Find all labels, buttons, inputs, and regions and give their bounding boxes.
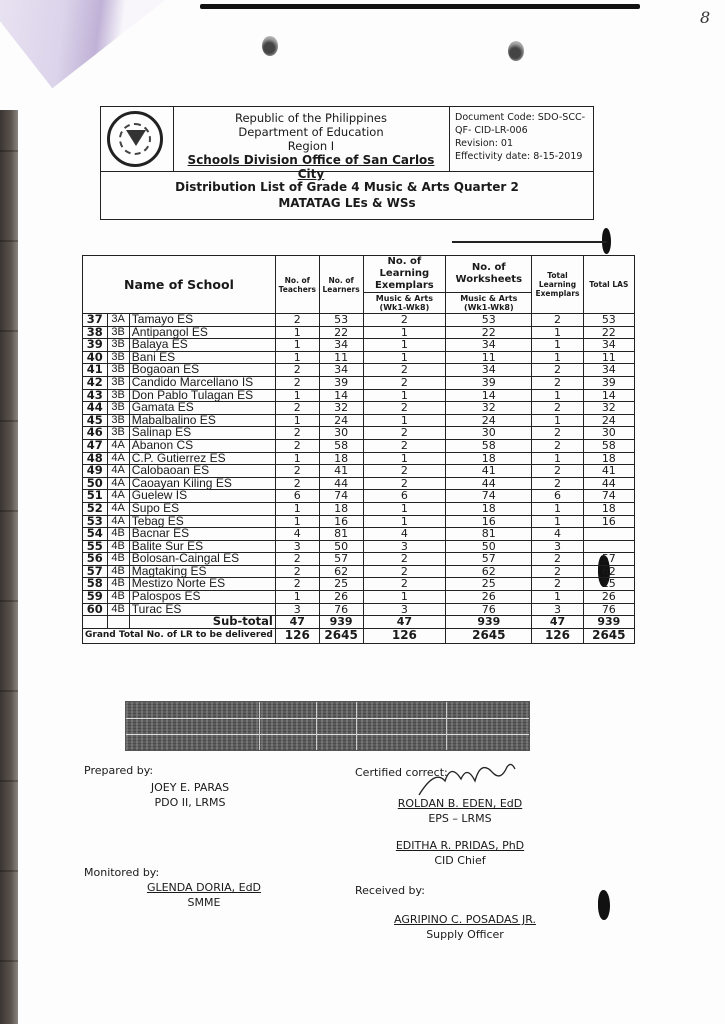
cell-exemplars: 2 bbox=[363, 376, 446, 389]
cell-teachers: 1 bbox=[275, 591, 319, 604]
row-number: 51 bbox=[83, 490, 108, 503]
cell-total-las: 53 bbox=[583, 314, 634, 327]
row-number: 55 bbox=[83, 540, 108, 553]
title-line-1: Distribution List of Grade 4 Music & Arts Quarter 2 bbox=[175, 180, 519, 194]
district-code: 3B bbox=[107, 427, 129, 440]
cell-exemplars: 1 bbox=[363, 351, 446, 364]
cell-total-exemplars: 2 bbox=[532, 314, 583, 327]
cell-learners: 76 bbox=[319, 603, 363, 616]
certified-name: ROLDAN B. EDEN, EdD bbox=[397, 797, 523, 810]
prepared-by-name: JOEY E. PARAS bbox=[150, 781, 230, 794]
row-number: 40 bbox=[83, 351, 108, 364]
row-number: 38 bbox=[83, 326, 108, 339]
cell-total-las: 62 bbox=[583, 565, 634, 578]
cell-learners: 57 bbox=[319, 553, 363, 566]
cell-learners: 34 bbox=[319, 339, 363, 352]
cell-total-exemplars: 1 bbox=[532, 326, 583, 339]
cell-total-las: 44 bbox=[583, 477, 634, 490]
page-top-edge bbox=[200, 4, 640, 9]
punch-hole-icon bbox=[262, 36, 278, 56]
cell-total-las: 24 bbox=[583, 414, 634, 427]
cell-teachers: 1 bbox=[275, 389, 319, 402]
cell-exemplars: 2 bbox=[363, 364, 446, 377]
school-name: Bacnar ES bbox=[129, 528, 275, 541]
district-code: 3B bbox=[107, 414, 129, 427]
cell-exemplars: 3 bbox=[363, 540, 446, 553]
school-name: Tamayo ES bbox=[129, 314, 275, 327]
grand-total-total-las: 2645 bbox=[583, 628, 634, 643]
subtotal-exemplars: 47 bbox=[363, 616, 446, 629]
school-name: Calobaoan ES bbox=[129, 465, 275, 478]
republic-label: Republic of the Philippines bbox=[234, 111, 388, 125]
row-number: 58 bbox=[83, 578, 108, 591]
district-code: 4B bbox=[107, 591, 129, 604]
cell-total-exemplars: 1 bbox=[532, 452, 583, 465]
school-name: Balaya ES bbox=[129, 339, 275, 352]
document-code: Document Code: SDO-SCC- bbox=[455, 112, 586, 123]
school-name: Salinap ES bbox=[129, 427, 275, 440]
department-label: Department of Education bbox=[238, 125, 384, 139]
header-total-exemplars: Total Learning Exemplars bbox=[532, 256, 583, 314]
cell-worksheets: 41 bbox=[446, 465, 532, 478]
district-code: 4A bbox=[107, 477, 129, 490]
cell-worksheets: 11 bbox=[446, 351, 532, 364]
school-name: Caoayan Kiling ES bbox=[129, 477, 275, 490]
cell-learners: 16 bbox=[319, 515, 363, 528]
cid-chief-title: CID Chief bbox=[434, 854, 486, 867]
cell-total-exemplars: 6 bbox=[532, 490, 583, 503]
cell-total-las: 18 bbox=[583, 502, 634, 515]
school-name: Candido Marcellano IS bbox=[129, 376, 275, 389]
cell-worksheets: 50 bbox=[446, 540, 532, 553]
cell-exemplars: 6 bbox=[363, 490, 446, 503]
row-number: 53 bbox=[83, 515, 108, 528]
grand-total-label: Grand Total No. of LR to be delivered bbox=[83, 628, 276, 643]
cell-learners: 58 bbox=[319, 439, 363, 452]
school-name: Bani ES bbox=[129, 351, 275, 364]
cell-total-las bbox=[583, 540, 634, 553]
cell-total-exemplars: 4 bbox=[532, 528, 583, 541]
header-exemplars-sub: Music & Arts (Wk1-Wk8) bbox=[363, 293, 446, 314]
cell-teachers: 1 bbox=[275, 414, 319, 427]
table-row bbox=[83, 603, 635, 616]
cell-learners: 50 bbox=[319, 540, 363, 553]
cell-learners: 62 bbox=[319, 565, 363, 578]
cell-total-las: 41 bbox=[583, 465, 634, 478]
school-name: Bolosan-Caingal ES bbox=[129, 553, 275, 566]
district-code: 3A bbox=[107, 314, 129, 327]
header-worksheets-sub: Music & Arts (Wk1-Wk8) bbox=[446, 293, 532, 314]
row-number: 54 bbox=[83, 528, 108, 541]
district-code: 4B bbox=[107, 603, 129, 616]
district-code: 3B bbox=[107, 326, 129, 339]
grand-total-total-exemplars: 126 bbox=[532, 628, 583, 643]
school-name: Tebag ES bbox=[129, 515, 275, 528]
subtotal-row bbox=[83, 616, 635, 629]
cell-learners: 44 bbox=[319, 477, 363, 490]
subtotal-total-exemplars: 47 bbox=[532, 616, 583, 629]
cell-total-las: 58 bbox=[583, 439, 634, 452]
cell-worksheets: 26 bbox=[446, 591, 532, 604]
cell-teachers: 2 bbox=[275, 578, 319, 591]
school-name: Turac ES bbox=[129, 603, 275, 616]
cell-teachers: 2 bbox=[275, 314, 319, 327]
cell-worksheets: 14 bbox=[446, 389, 532, 402]
grand-total-exemplars: 126 bbox=[363, 628, 446, 643]
cell-total-exemplars: 2 bbox=[532, 465, 583, 478]
revision: Revision: 01 bbox=[455, 138, 514, 149]
cell-worksheets: 76 bbox=[446, 603, 532, 616]
cell-worksheets: 44 bbox=[446, 477, 532, 490]
cell-total-las: 76 bbox=[583, 603, 634, 616]
distribution-table bbox=[82, 255, 635, 644]
cell-total-las: 32 bbox=[583, 402, 634, 415]
signature-icon bbox=[415, 759, 525, 799]
cell-worksheets: 34 bbox=[446, 339, 532, 352]
school-name: Gamata ES bbox=[129, 402, 275, 415]
cell-exemplars: 3 bbox=[363, 603, 446, 616]
school-name: Palospos ES bbox=[129, 591, 275, 604]
cell-worksheets: 22 bbox=[446, 326, 532, 339]
cell-teachers: 2 bbox=[275, 465, 319, 478]
cell-teachers: 2 bbox=[275, 427, 319, 440]
cell-exemplars: 2 bbox=[363, 427, 446, 440]
subtotal-learners: 939 bbox=[319, 616, 363, 629]
row-number: 46 bbox=[83, 427, 108, 440]
cell-total-las: 25 bbox=[583, 578, 634, 591]
row-number: 52 bbox=[83, 502, 108, 515]
district-code: 4B bbox=[107, 540, 129, 553]
cell-worksheets: 81 bbox=[446, 528, 532, 541]
redacted-summary-block bbox=[125, 701, 530, 751]
monitored-by-label: Monitored by: bbox=[84, 866, 160, 879]
header-worksheets: No. of Worksheets bbox=[446, 256, 532, 293]
cell-teachers: 1 bbox=[275, 452, 319, 465]
cell-worksheets: 53 bbox=[446, 314, 532, 327]
cell-learners: 81 bbox=[319, 528, 363, 541]
cell-exemplars: 1 bbox=[363, 591, 446, 604]
district-code: 3B bbox=[107, 389, 129, 402]
header-total-las: Total LAS bbox=[583, 256, 634, 314]
row-number: 49 bbox=[83, 465, 108, 478]
row-number: 41 bbox=[83, 364, 108, 377]
certified-correct-label: Certified correct: bbox=[355, 766, 448, 779]
row-number: 60 bbox=[83, 603, 108, 616]
subtotal-worksheets: 939 bbox=[446, 616, 532, 629]
cell-exemplars: 2 bbox=[363, 578, 446, 591]
row-number: 47 bbox=[83, 439, 108, 452]
cell-total-las: 30 bbox=[583, 427, 634, 440]
cell-worksheets: 18 bbox=[446, 452, 532, 465]
grand-total-learners: 2645 bbox=[319, 628, 363, 643]
punch-hole-icon bbox=[508, 41, 524, 61]
received-by-block bbox=[355, 883, 545, 942]
cell-total-exemplars: 2 bbox=[532, 376, 583, 389]
scan-edge-shadow bbox=[0, 110, 18, 1024]
cell-exemplars: 2 bbox=[363, 477, 446, 490]
cell-learners: 39 bbox=[319, 376, 363, 389]
grand-total-row bbox=[83, 628, 635, 643]
cell-learners: 74 bbox=[319, 490, 363, 503]
cell-worksheets: 74 bbox=[446, 490, 532, 503]
agency-block bbox=[173, 107, 449, 181]
row-number: 39 bbox=[83, 339, 108, 352]
sdo-seal-icon bbox=[107, 111, 163, 167]
cell-exemplars: 1 bbox=[363, 414, 446, 427]
row-number: 37 bbox=[83, 314, 108, 327]
cell-learners: 18 bbox=[319, 502, 363, 515]
signature-line bbox=[452, 241, 607, 243]
cell-worksheets: 34 bbox=[446, 364, 532, 377]
folded-corner bbox=[0, 0, 202, 88]
cell-total-las: 18 bbox=[583, 452, 634, 465]
cell-learners: 14 bbox=[319, 389, 363, 402]
cell-worksheets: 18 bbox=[446, 502, 532, 515]
cell-total-las: 34 bbox=[583, 364, 634, 377]
cell-exemplars: 1 bbox=[363, 452, 446, 465]
header-teachers: No. of Teachers bbox=[275, 256, 319, 314]
row-number: 45 bbox=[83, 414, 108, 427]
cell-learners: 25 bbox=[319, 578, 363, 591]
district-code: 4A bbox=[107, 502, 129, 515]
cell-exemplars: 1 bbox=[363, 339, 446, 352]
row-number: 48 bbox=[83, 452, 108, 465]
district-code: 3B bbox=[107, 364, 129, 377]
cell-teachers: 2 bbox=[275, 553, 319, 566]
school-name: Bogaoan ES bbox=[129, 364, 275, 377]
empty-cell bbox=[107, 616, 129, 629]
cell-teachers: 2 bbox=[275, 376, 319, 389]
cell-worksheets: 62 bbox=[446, 565, 532, 578]
monitored-by-name: GLENDA DORIA, EdD bbox=[146, 881, 262, 894]
subtotal-teachers: 47 bbox=[275, 616, 319, 629]
cell-total-las: 22 bbox=[583, 326, 634, 339]
cell-exemplars: 1 bbox=[363, 502, 446, 515]
cell-total-exemplars: 2 bbox=[532, 439, 583, 452]
document-header bbox=[100, 106, 594, 220]
cell-teachers: 2 bbox=[275, 439, 319, 452]
district-code: 4A bbox=[107, 515, 129, 528]
cell-teachers: 6 bbox=[275, 490, 319, 503]
district-code: 4B bbox=[107, 578, 129, 591]
cell-learners: 41 bbox=[319, 465, 363, 478]
subtotal-total-las: 939 bbox=[583, 616, 634, 629]
cell-worksheets: 24 bbox=[446, 414, 532, 427]
cell-total-las bbox=[583, 528, 634, 541]
school-name: Antipangol ES bbox=[129, 326, 275, 339]
cell-total-exemplars: 1 bbox=[532, 389, 583, 402]
cell-total-las: 11 bbox=[583, 351, 634, 364]
school-name: Don Pablo Tulagan ES bbox=[129, 389, 275, 402]
cell-exemplars: 4 bbox=[363, 528, 446, 541]
cell-total-exemplars: 2 bbox=[532, 402, 583, 415]
cell-learners: 32 bbox=[319, 402, 363, 415]
cell-learners: 53 bbox=[319, 314, 363, 327]
grand-total-teachers: 126 bbox=[275, 628, 319, 643]
cell-worksheets: 39 bbox=[446, 376, 532, 389]
cell-exemplars: 2 bbox=[363, 553, 446, 566]
school-name: Balite Sur ES bbox=[129, 540, 275, 553]
cell-teachers: 3 bbox=[275, 540, 319, 553]
cell-worksheets: 32 bbox=[446, 402, 532, 415]
district-code: 3B bbox=[107, 376, 129, 389]
cell-total-exemplars: 2 bbox=[532, 553, 583, 566]
cell-total-las: 57 bbox=[583, 553, 634, 566]
school-name: Guelew IS bbox=[129, 490, 275, 503]
cell-total-las: 74 bbox=[583, 490, 634, 503]
row-number: 56 bbox=[83, 553, 108, 566]
cell-teachers: 2 bbox=[275, 477, 319, 490]
cell-exemplars: 1 bbox=[363, 389, 446, 402]
cell-teachers: 3 bbox=[275, 603, 319, 616]
cell-total-las: 14 bbox=[583, 389, 634, 402]
cell-exemplars: 2 bbox=[363, 314, 446, 327]
subtotal-label: Sub-total bbox=[129, 616, 275, 629]
cell-total-exemplars: 1 bbox=[532, 339, 583, 352]
cell-total-exemplars: 1 bbox=[532, 351, 583, 364]
received-by-title: Supply Officer bbox=[426, 928, 504, 941]
certified-correct-block bbox=[355, 765, 525, 868]
cell-exemplars: 2 bbox=[363, 565, 446, 578]
cell-total-exemplars: 2 bbox=[532, 364, 583, 377]
certified-title: EPS – LRMS bbox=[428, 812, 492, 825]
district-code: 4B bbox=[107, 553, 129, 566]
cid-chief-name: EDITHA R. PRIDAS, PhD bbox=[395, 839, 525, 852]
header-name-of-school: Name of School bbox=[83, 256, 276, 314]
document-code-cont: QF- CID-LR-006 bbox=[455, 125, 528, 136]
cell-total-exemplars: 2 bbox=[532, 427, 583, 440]
cell-total-las: 16 bbox=[583, 515, 634, 528]
document-info bbox=[449, 107, 593, 171]
cell-learners: 24 bbox=[319, 414, 363, 427]
school-name: Mestizo Norte ES bbox=[129, 578, 275, 591]
header-exemplars: No. of Learning Exemplars bbox=[363, 256, 446, 293]
cell-worksheets: 25 bbox=[446, 578, 532, 591]
cell-exemplars: 2 bbox=[363, 402, 446, 415]
cell-learners: 22 bbox=[319, 326, 363, 339]
cell-total-exemplars: 3 bbox=[532, 603, 583, 616]
row-number: 42 bbox=[83, 376, 108, 389]
district-code: 4B bbox=[107, 528, 129, 541]
prepared-by-block bbox=[84, 763, 240, 810]
cell-learners: 11 bbox=[319, 351, 363, 364]
district-code: 4A bbox=[107, 452, 129, 465]
cell-total-las: 34 bbox=[583, 339, 634, 352]
district-code: 4A bbox=[107, 439, 129, 452]
cell-teachers: 1 bbox=[275, 339, 319, 352]
district-code: 4A bbox=[107, 465, 129, 478]
effectivity-date: Effectivity date: 8-15-2019 bbox=[455, 151, 583, 162]
cell-teachers: 4 bbox=[275, 528, 319, 541]
cell-total-las: 26 bbox=[583, 591, 634, 604]
title-line-2: MATATAG LEs & WSs bbox=[278, 196, 416, 210]
ink-mark bbox=[598, 890, 610, 920]
cell-total-exemplars: 2 bbox=[532, 578, 583, 591]
cell-learners: 18 bbox=[319, 452, 363, 465]
cell-learners: 34 bbox=[319, 364, 363, 377]
cell-total-exemplars: 1 bbox=[532, 502, 583, 515]
prepared-by-label: Prepared by: bbox=[84, 764, 154, 777]
cell-total-exemplars: 2 bbox=[532, 565, 583, 578]
cell-teachers: 1 bbox=[275, 351, 319, 364]
cell-total-exemplars: 1 bbox=[532, 591, 583, 604]
cell-worksheets: 30 bbox=[446, 427, 532, 440]
cell-exemplars: 2 bbox=[363, 465, 446, 478]
row-number: 59 bbox=[83, 591, 108, 604]
cell-teachers: 1 bbox=[275, 515, 319, 528]
district-code: 3B bbox=[107, 339, 129, 352]
row-number: 57 bbox=[83, 565, 108, 578]
cell-total-exemplars: 2 bbox=[532, 477, 583, 490]
cell-worksheets: 57 bbox=[446, 553, 532, 566]
cell-worksheets: 58 bbox=[446, 439, 532, 452]
office-label: Schools Division Office of San Carlos City bbox=[187, 153, 435, 181]
district-code: 3B bbox=[107, 402, 129, 415]
document-title bbox=[101, 173, 593, 211]
row-number: 44 bbox=[83, 402, 108, 415]
cell-teachers: 1 bbox=[275, 502, 319, 515]
received-by-name: AGRIPINO C. POSADAS JR. bbox=[394, 913, 536, 926]
row-number: 43 bbox=[83, 389, 108, 402]
header-learners: No. of Learners bbox=[319, 256, 363, 314]
cell-teachers: 2 bbox=[275, 565, 319, 578]
region-label: Region I bbox=[287, 139, 335, 153]
school-name: Mabalbalino ES bbox=[129, 414, 275, 427]
cell-total-exemplars: 3 bbox=[532, 540, 583, 553]
empty-cell bbox=[83, 616, 108, 629]
page-number: 8 bbox=[700, 8, 711, 27]
cell-total-exemplars: 1 bbox=[532, 414, 583, 427]
cell-learners: 26 bbox=[319, 591, 363, 604]
prepared-by-title: PDO II, LRMS bbox=[154, 796, 226, 809]
district-code: 3B bbox=[107, 351, 129, 364]
district-code: 4A bbox=[107, 490, 129, 503]
school-name: Supo ES bbox=[129, 502, 275, 515]
grand-total-worksheets: 2645 bbox=[446, 628, 532, 643]
cell-total-las: 39 bbox=[583, 376, 634, 389]
cell-exemplars: 1 bbox=[363, 515, 446, 528]
monitored-by-block bbox=[84, 865, 274, 910]
cell-exemplars: 2 bbox=[363, 439, 446, 452]
cell-worksheets: 16 bbox=[446, 515, 532, 528]
cell-teachers: 2 bbox=[275, 364, 319, 377]
cell-exemplars: 1 bbox=[363, 326, 446, 339]
school-name: C.P. Gutierrez ES bbox=[129, 452, 275, 465]
school-name: Abanon CS bbox=[129, 439, 275, 452]
monitored-by-title: SMME bbox=[187, 896, 221, 909]
cell-teachers: 2 bbox=[275, 402, 319, 415]
cell-total-exemplars: 1 bbox=[532, 515, 583, 528]
cell-learners: 30 bbox=[319, 427, 363, 440]
cell-teachers: 1 bbox=[275, 326, 319, 339]
received-by-label: Received by: bbox=[355, 884, 425, 897]
district-code: 4B bbox=[107, 565, 129, 578]
school-name: Magtaking ES bbox=[129, 565, 275, 578]
row-number: 50 bbox=[83, 477, 108, 490]
